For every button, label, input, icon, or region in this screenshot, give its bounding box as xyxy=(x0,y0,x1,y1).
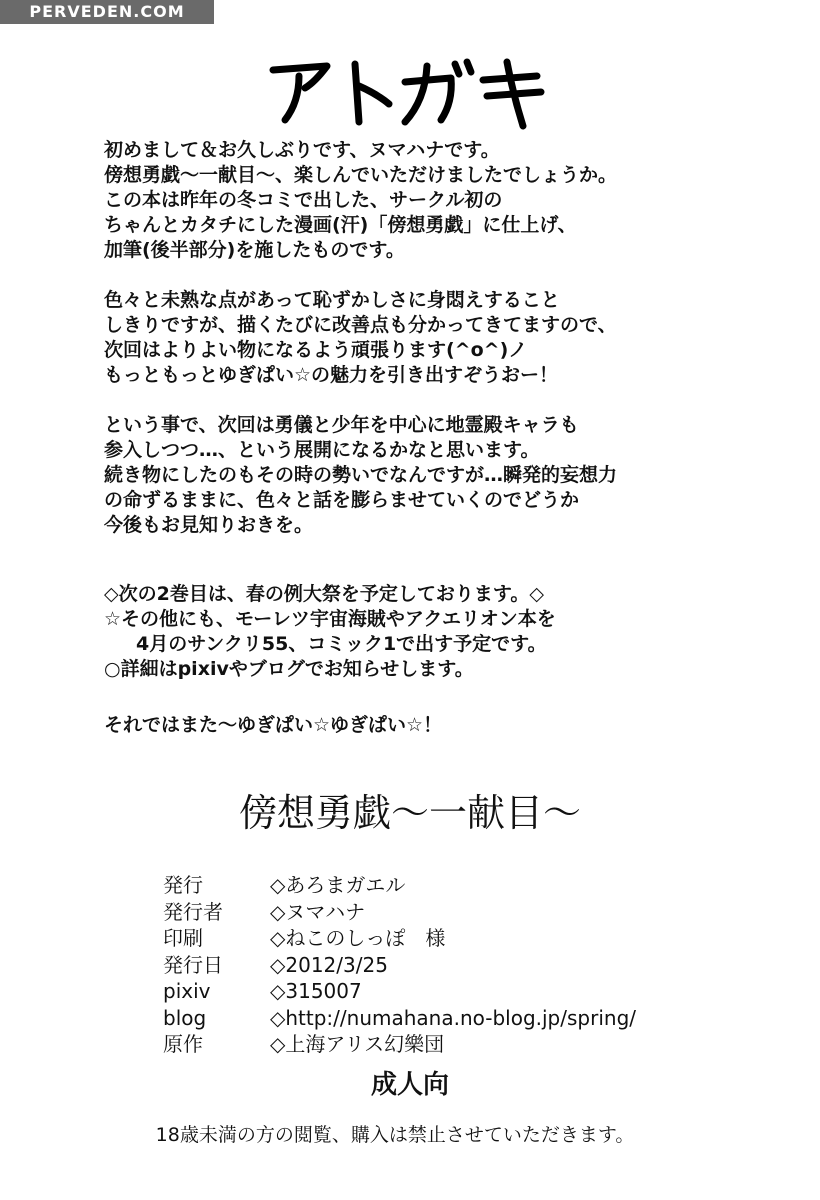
colophon-key: 発行者 xyxy=(163,899,223,924)
text-line: この本は昨年の冬コミで出した、サークル初の xyxy=(104,189,503,211)
colophon-row xyxy=(163,899,636,926)
colophon-value: ◇315007 xyxy=(270,979,362,1003)
text-line: もっともっとゆぎぱい☆の魅力を引き出すぞうおー！ xyxy=(104,364,559,386)
colophon-value: ◇上海アリス幻樂団 xyxy=(270,1032,445,1056)
afterword-heading xyxy=(255,40,555,130)
text-line: 加筆(後半部分)を施したものです。 xyxy=(104,239,405,261)
colophon-key: 原作 xyxy=(163,1032,203,1056)
text-line: の命ずるままに、色々と話を膨らませていくのでどうか xyxy=(104,489,580,511)
text-line: 続き物にしたのもその時の勢いでなんですが…瞬発的妄想力 xyxy=(104,464,618,486)
colophon xyxy=(163,872,636,1058)
colophon-row xyxy=(163,952,636,979)
colophon-row xyxy=(163,1005,636,1032)
colophon-value: ◇ねこのしっぽ 様 xyxy=(270,926,446,950)
announcements xyxy=(104,582,724,682)
text-line: ☆その他にも、モーレツ宇宙海賊やアクエリオン本を xyxy=(104,608,556,630)
text-line: という事で、次回は勇儀と少年を中心に地霊殿キャラも xyxy=(104,414,579,436)
handwritten-heading-art xyxy=(255,40,555,130)
colophon-row xyxy=(163,925,636,952)
age-restriction-notice: 18歳未満の方の閲覧、購入は禁止させていただきます。 xyxy=(155,1124,635,1146)
text-line: ○詳細はpixivやブログでお知らせします。 xyxy=(104,658,474,680)
colophon-value: ◇ヌマハナ xyxy=(270,899,366,924)
colophon-key: blog xyxy=(163,1005,207,1030)
colophon-row xyxy=(163,978,636,1005)
text-line: ◇次の2巻目は、春の例大祭を予定しております。◇ xyxy=(104,583,544,605)
text-line: 色々と未熟な点があって恥ずかしさに身悶えすること xyxy=(104,289,560,311)
colophon-value: ◇http://numahana.no-blog.jp/spring/ xyxy=(270,1005,636,1030)
colophon-key: 発行日 xyxy=(163,952,223,977)
text-line: しきりですが、描くたびに改善点も分かってきてますので、 xyxy=(104,314,617,336)
text-line: 参入しつつ…、という展開になるかなと思います。 xyxy=(104,439,540,461)
colophon-key: 発行 xyxy=(163,873,203,897)
text-line: 傍想勇戯～一献目～、楽しんでいただけましたでしょうか。 xyxy=(104,164,618,186)
colophon-key: 印刷 xyxy=(163,926,203,950)
text-line: ちゃんとカタチにした漫画(汗)「傍想勇戯」に仕上げ、 xyxy=(104,214,577,236)
afterword-paragraph-2 xyxy=(104,288,724,388)
closing-line xyxy=(104,713,724,738)
text-line: それではまた～ゆぎぱい☆ゆぎぱい☆！ xyxy=(104,714,443,736)
text-line: 今後もお見知りおきを。 xyxy=(104,514,314,536)
colophon-key: pixiv xyxy=(163,979,211,1003)
book-title: 傍想勇戯～一献目～ xyxy=(238,791,581,835)
colophon-row xyxy=(163,1031,636,1058)
text-line: 次回はよりよい物になるよう頑張ります(^o^)ノ xyxy=(104,339,528,361)
adult-content-label: 成人向 xyxy=(370,1070,449,1100)
afterword-paragraph-3 xyxy=(104,413,724,538)
colophon-value: ◇あろまガエル xyxy=(270,873,406,897)
afterword-paragraph-1 xyxy=(104,138,724,263)
colophon-row xyxy=(163,872,636,899)
text-line: 4月のサンクリ55、コミック1で出す予定です。 xyxy=(136,633,547,655)
colophon-value: ◇2012/3/25 xyxy=(270,952,388,977)
site-watermark: PERVEDEN.COM xyxy=(0,0,214,24)
text-line: 初めまして＆お久しぶりです、ヌマハナです。 xyxy=(104,139,500,161)
